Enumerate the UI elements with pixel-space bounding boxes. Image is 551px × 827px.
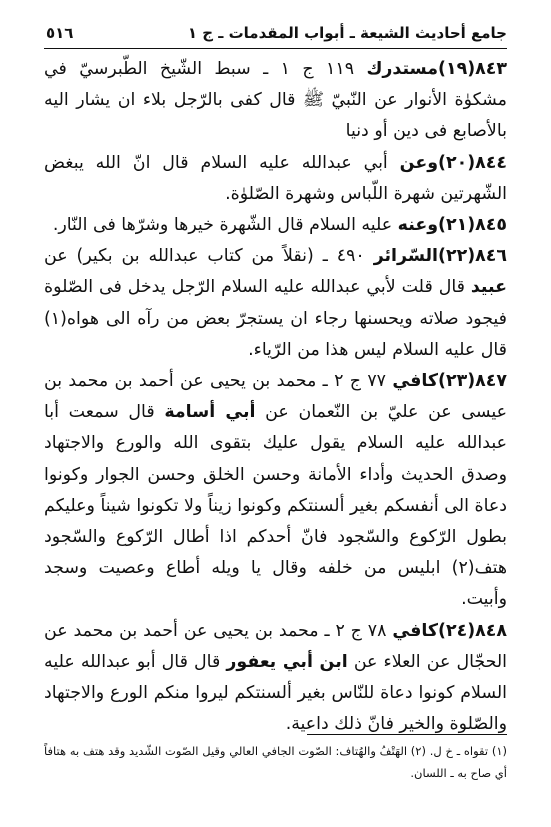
hadith-source: وعن (399, 152, 439, 173)
narrator-name: عبيد (470, 277, 507, 298)
hadith-number: ٨٤٧(٢٣) (438, 371, 507, 392)
running-title: جامع أحاديث الشيعة ـ أبواب المقدمات ـ ج ١ (187, 24, 507, 42)
narrator-name: أبي أسامة (164, 402, 256, 423)
hadith-paragraph (44, 616, 507, 741)
hadith-paragraph (44, 241, 507, 366)
header-rule (44, 48, 507, 49)
hadith-paragraph (44, 366, 507, 616)
hadith-source: وعنه (397, 215, 439, 236)
hadith-number: ٨٤٣(١٩) (438, 59, 507, 79)
narrator-name: ابن أبي يعفور (226, 651, 348, 672)
hadith-paragraph (44, 210, 507, 241)
page-number: ٥١٦ (46, 24, 74, 42)
hadith-text: ٧٨ ج ٢ ـ محمد بن يحيى عن أحمد بن محمد عن الحجّال عن العلاء عن (44, 620, 507, 672)
hadith-source: مستدرك (366, 59, 439, 79)
hadith-source: كافي (392, 620, 438, 641)
hadith-text: ٧٧ ج ٢ ـ محمد بن يحيى عن أحمد بن محمد بن عيسى عن عليّ بن النّعمان عن (44, 371, 507, 423)
footnote-rule (307, 734, 507, 735)
hadith-text: ١١٩ ج ١ ـ سبط الشّيخ الطّبرسيّ في مشكوٰة الأنوار عن النّبيّ ﷺ قال كفى بالرّجل بلاء ان يشار اليه بالأصابع فى دين أو دنيا (44, 59, 507, 142)
hadith-text-continued: قال سمعت أبا عبدالله عليه السلام يقول عليك بتقوى الله والورع والاجتهاد وصدق الحديث وأداء الأمانة وحسن الخلق وحسن الجوار وكونوا دعاة الى أنفسكم بغير ألسنتكم وكونوا زيناً ولا تكونوا شيناً وعليكم بطول الرّكوع والسّجود فانّ أحدكم اذا أطال الرّكوع والسّجود هتف(٢) ابليس من خلفه وقال يا ويله أطاع وعصيت وسجد وأبيت. (44, 402, 507, 610)
hadith-text: ٤٩٠ ـ (نقلاً من كتاب عبدالله بن بكير) عن (44, 246, 374, 267)
hadith-text: أبي عبدالله عليه السلام قال انّ الله يبغض الشّهرتين شهرة اللّباس وشهرة الصّلوٰة. (44, 152, 507, 204)
hadith-text: عليه السلام قال الشّهرة خيرها وشرّها فى النّار. (52, 215, 398, 236)
hadith-body (44, 54, 507, 740)
hadith-text-continued: قال قلت لأبي عبدالله عليه السلام الرّجل يدخل فى الصّلوة فيجود صلاته ويحسنها رجاء ان يستجرّ بعض من رآه الى هواه(١) قال عليه السلام ليس هذا من الرّياء. (44, 277, 507, 360)
hadith-text-continued: قال قال أبو عبدالله عليه السلام كونوا دعاة للنّاس بغير ألسنتكم ليروا منكم الورع والاجتهاد والصّلوة والخير فانّ ذلك داعية. (44, 651, 507, 735)
hadith-source: السّرائر (373, 246, 439, 267)
hadith-source: كافي (392, 371, 439, 392)
hadith-paragraph (44, 54, 507, 148)
hadith-number: ٨٤٤(٢٠) (438, 152, 507, 173)
hadith-number: ٨٤٦(٢٢) (438, 246, 507, 267)
page-header (46, 22, 507, 44)
hadith-number: ٨٤٥(٢١) (438, 215, 507, 236)
footnote-text: (١) تقواه ـ خ ل. (٢) الهَتْفُ والهُتاف: الصّوت الجافي العالي وقيل الصّوت الشّديد وقد هتف به هتافاً أي صاح به ـ اللسان. (44, 744, 507, 780)
footnotes (44, 740, 507, 784)
hadith-number: ٨٤٨(٢٤) (438, 620, 507, 641)
hadith-paragraph (44, 148, 507, 210)
